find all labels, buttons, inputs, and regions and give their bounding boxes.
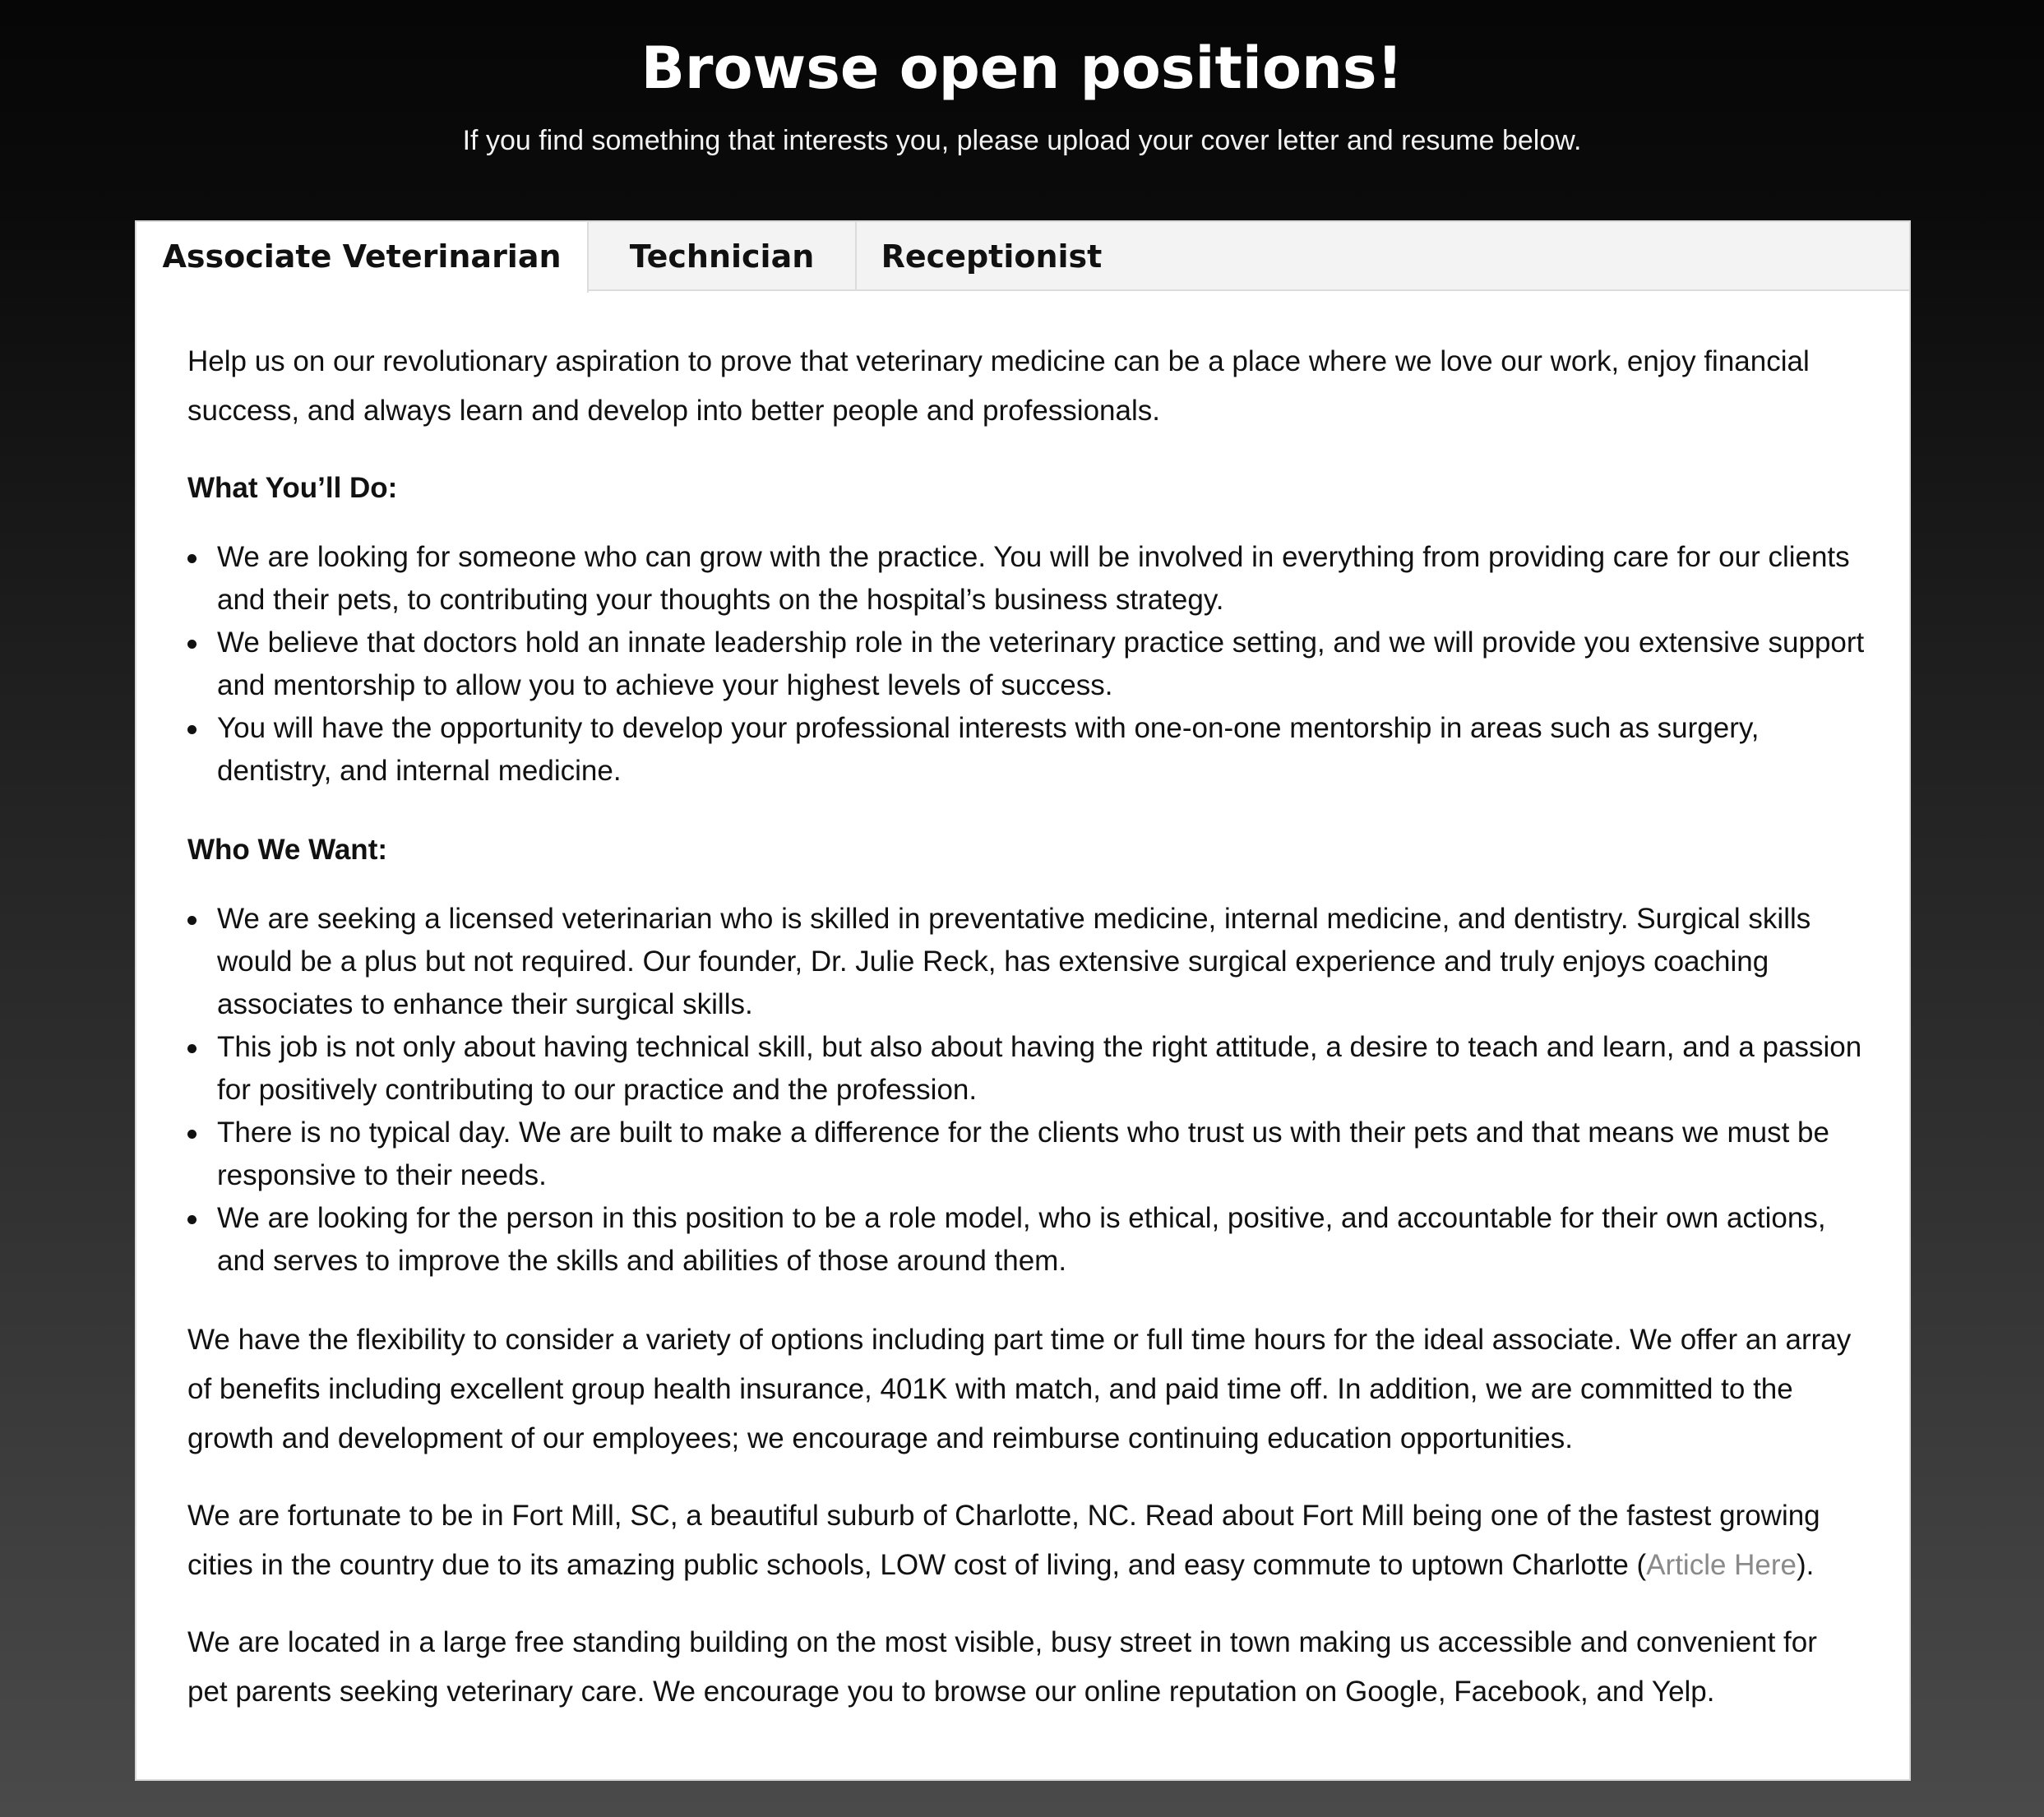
position-tabs: [136, 222, 1909, 291]
page-subtitle: If you find something that interests you, please upload your cover letter and resume below.: [462, 125, 1582, 156]
positions-card: [135, 220, 1911, 1781]
intro-paragraph: Help us on our revolutionary aspiration to prove that veterinary medicine can be a place where we love our work, enjoy financial success, and always learn and develop into better people and professionals.: [187, 345, 1810, 427]
what-youll-do-heading: What You’ll Do:: [187, 472, 398, 504]
list-item: We are looking for the person in this position to be a role model, who is ethical, positive, and accountable for their own actions, and serves to improve the skills and abilities of those around them.: [187, 1197, 1865, 1283]
list-item: We believe that doctors hold an innate leadership role in the veterinary practice setting, and we will provide you extensive support and mentorship to allow you to achieve your highest levels of success.: [187, 622, 1865, 707]
list-item: We are seeking a licensed veterinarian who is skilled in preventative medicine, internal medicine, and dentistry. Surgical skills would be a plus but not required. Our founder, Dr. Julie Reck, has extensive surgical experience and truly enjoys coaching associates to enhance their surgical skills.: [187, 898, 1865, 1026]
tab-associate-veterinarian[interactable]: Associate Veterinarian: [136, 222, 589, 293]
benefits-paragraph: We have the flexibility to consider a variety of options including part time or full time hours for the ideal associate. We offer an array of benefits including excellent group health insurance, 401K with match, and paid time off. In addition, we are committed to the growth and development of our employees; we encourage and reimburse continuing education opportunities.: [187, 1324, 1852, 1454]
article-here-link[interactable]: Article Here: [1646, 1549, 1797, 1581]
list-item: There is no typical day. We are built to make a difference for the clients who trust us with their pets and that means we must be responsive to their needs.: [187, 1112, 1865, 1197]
location-paragraph: [187, 1491, 1865, 1590]
list-item: We are looking for someone who can grow with the practice. You will be involved in everything from providing care for our clients and their pets, to contributing your thoughts on the hospital’s business strategy.: [187, 536, 1865, 622]
what-youll-do-list: [187, 536, 1865, 793]
tab-technician[interactable]: Technician: [589, 222, 857, 291]
building-paragraph: We are located in a large free standing building on the most visible, busy street in town making us accessible and convenient for pet parents seeking veterinary care. We encourage you to browse our online reputation on Google, Facebook, and Yelp.: [187, 1626, 1817, 1708]
location-text: We are fortunate to be in Fort Mill, SC, a beautiful suburb of Charlotte, NC. Read about Fort Mill being one of the fastest growing cities in the country due to its amazing public schools, LOW cost of living, and easy commute to uptown Charlotte (: [187, 1500, 1820, 1581]
tab-panel-associate-veterinarian: [187, 337, 1865, 1745]
location-text-end: ).: [1797, 1549, 1815, 1581]
page-title: Browse open positions!: [640, 35, 1404, 102]
list-item: You will have the opportunity to develop your professional interests with one-on-one mentorship in areas such as surgery, dentistry, and internal medicine.: [187, 707, 1865, 793]
who-we-want-list: [187, 898, 1865, 1283]
who-we-want-heading: Who We Want:: [187, 834, 388, 866]
tab-receptionist[interactable]: Receptionist: [881, 238, 1103, 275]
list-item: This job is not only about having technical skill, but also about having the right attitude, a desire to teach and learn, and a passion for positively contributing to our practice and the profession.: [187, 1026, 1865, 1112]
